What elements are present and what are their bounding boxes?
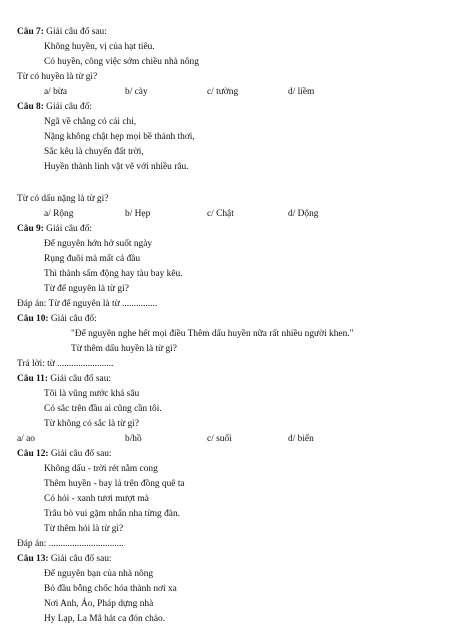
q7-heading (17, 26, 107, 38)
q8-riddle-line: Huyền thành linh vật vẽ với nhiều râu. (44, 162, 189, 172)
q12-answer: Đáp án: ................................ (17, 539, 124, 549)
q9-label: Câu 9: (17, 224, 44, 234)
q7-riddle-line: Có huyền, công việc sớm chiều nhà nông (44, 57, 199, 67)
q8-option-a: a/ Rộng (44, 209, 74, 219)
q13-riddle-line: Hy Lạp, La Mã hát ca đón chào. (44, 614, 166, 624)
q12-riddle-line: Không dấu - trời rét nằm cong (44, 464, 158, 474)
q13-prompt: Giải câu đố sau: (48, 554, 112, 564)
q8-option-c: c/ Chật (207, 209, 234, 219)
q9-answer: Đáp án: Từ để nguyên là từ ............... (17, 299, 158, 309)
q13-riddle-line: Để nguyên bạn của nhà nông (44, 569, 154, 579)
q11-riddle-line: Từ không có sắc là từ gì? (44, 419, 140, 429)
q8-heading (17, 101, 92, 113)
q10-riddle-line: Từ thêm dấu huyền là từ gì? (71, 344, 177, 354)
q7-option-b: b/ cày (125, 87, 148, 97)
q10-label: Câu 10: (17, 314, 49, 324)
q12-heading (17, 448, 112, 460)
q10-riddle-line: "Để nguyên nghe hết mọi điều Thêm dấu huyền nữa rất nhiều người khen." (71, 329, 354, 339)
q11-heading (17, 373, 111, 385)
q13-riddle-line: Bỏ đầu bỗng chốc hóa thành nơi xa (44, 584, 177, 594)
q9-prompt: Giải câu đố: (43, 224, 92, 234)
q9-riddle-line: Rụng đuôi mà mất cả đầu (44, 254, 141, 264)
q7-question: Từ có huyền là từ gì? (17, 72, 98, 82)
q9-riddle-line: Từ để nguyên là từ gì? (44, 284, 129, 294)
q13-label: Câu 13: (17, 554, 49, 564)
q12-riddle-line: Từ thêm hỏi là từ gì? (44, 524, 124, 534)
q8-label: Câu 8: (17, 102, 44, 112)
q11-option-b: b/hồ (125, 434, 142, 444)
q10-heading (17, 313, 97, 325)
q13-heading (17, 553, 112, 565)
q11-option-a: a/ ao (17, 434, 35, 444)
q8-riddle-line: Ngã về chẳng có cái chi, (44, 117, 137, 127)
q12-label: Câu 12: (17, 449, 49, 459)
q8-riddle-line: Nặng không chật hẹp mọi bề thảnh thơi, (44, 132, 195, 142)
q12-riddle-line: Có hỏi - xanh tươi mượt mà (44, 494, 149, 504)
q8-option-b: b/ Hẹp (125, 209, 151, 219)
q12-prompt: Giải câu đố sau: (48, 449, 112, 459)
q11-label: Câu 11: (17, 374, 48, 384)
q11-option-c: c/ suối (207, 434, 232, 444)
q7-option-c: c/ tường (207, 87, 239, 97)
q11-prompt: Giải câu đố sau: (48, 374, 112, 384)
q7-option-a: a/ bừa (44, 87, 68, 97)
q7-option-d: d/ liềm (288, 87, 315, 97)
q12-riddle-line: Thêm huyền - bay lả trên đồng quê ta (44, 479, 185, 489)
q7-label: Câu 7: (17, 27, 44, 37)
q9-heading (17, 223, 92, 235)
q7-prompt: Giải câu đố sau: (43, 27, 107, 37)
q10-answer: Trả lời: từ ........................ (17, 359, 114, 369)
q8-question: Từ có dấu nặng là từ gì? (17, 194, 109, 204)
q9-riddle-line: Thì thành sấm động hay tàu bay kêu. (44, 269, 183, 279)
q11-option-d: d/ biển (288, 434, 314, 444)
q8-option-d: d/ Dộng (288, 209, 319, 219)
q8-riddle-line: Sắc kêu là chuyển đất trời, (44, 147, 144, 157)
q7-riddle-line: Không huyền, vị của hạt tiêu. (44, 42, 155, 52)
q11-riddle-line: Có sắc trên đầu ai cũng cần tôi. (44, 404, 162, 414)
q9-riddle-line: Để nguyên hớn hở suốt ngày (44, 239, 153, 249)
q11-riddle-line: Tôi là vũng nước khá sâu (44, 389, 140, 399)
q12-riddle-line: Trâu bò vui gặm nhẩn nha từng đàn. (44, 509, 180, 519)
q10-prompt: Giải câu đố: (48, 314, 97, 324)
q8-prompt: Giải câu đố: (43, 102, 92, 112)
q13-riddle-line: Nơi Anh, Áo, Pháp dựng nhà (44, 599, 154, 609)
